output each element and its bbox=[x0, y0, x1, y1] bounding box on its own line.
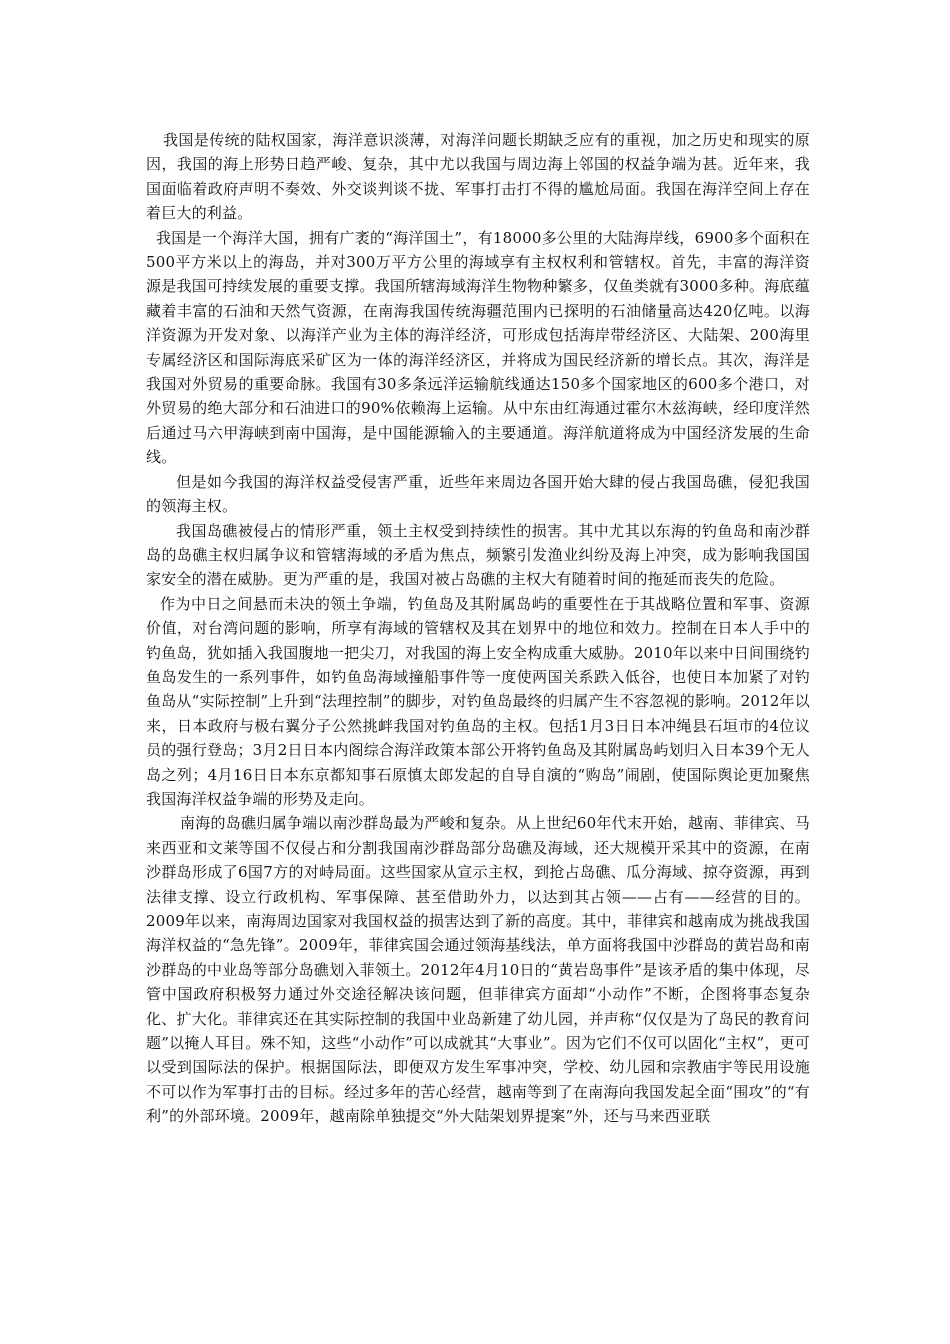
paragraph-4: 我国岛礁被侵占的情形严重，领土主权受到持续性的损害。其中尤其以东海的钓鱼岛和南沙群岛的岛礁主权归属争议和管辖海域的矛盾为焦点，频繁引发渔业纠纷及海上冲突，成为影响我国国家安全的潜在威胁。更为严重的是，我国对被占岛礁的主权大有随着时间的拖延而丧失的危险。 bbox=[146, 521, 810, 589]
document-body bbox=[146, 128, 810, 1129]
paragraph-5: 作为中日之间悬而未决的领土争端，钓鱼岛及其附属岛屿的重要性在于其战略位置和军事、资源价值，对台湾问题的影响，所享有海域的管辖权及其在划界中的地位和效力。控制在日本人手中的钓鱼岛，犹如插入我国腹地一把尖刀，对我国的海上安全构成重大威胁。2010年以来中日间围绕钓鱼岛发生的一系列事件，如钓鱼岛海域撞船事件等一度使两国关系跌入低谷，也使日本加紧了对钓鱼岛从“实际控制”上升到“法理控制”的脚步，对钓鱼岛最终的归属产生不容忽视的影响。2012年以来，日本政府与极右翼分子公然挑衅我国对钓鱼岛的主权。包括1月3日日本冲绳县石垣市的4位议员的强行登岛；3月2日日本内阁综合海洋政策本部公开将钓鱼岛及其附属岛屿划归入日本39个无人岛之列；4月16日日本东京都知事石原慎太郎发起的自导自演的“购岛”闹剧，使国际舆论更加聚焦我国海洋权益争端的形势及走向。 bbox=[146, 594, 810, 808]
paragraph-3: 但是如今我国的海洋权益受侵害严重，近些年来周边各国开始大肆的侵占我国岛礁，侵犯我国的领海主权。 bbox=[146, 472, 810, 516]
paragraph-2: 我国是一个海洋大国，拥有广袤的“海洋国土”，有18000多公里的大陆海岸线，6900多个面积在500平方米以上的海岛，并对300万平方公里的海域享有主权权利和管辖权。首先，丰富的海洋资源是我国可持续发展的重要支撑。我国所辖海域海洋生物物种繁多，仅鱼类就有3000多种。海底蕴藏着丰富的石油和天然气资源，在南海我国传统海疆范围内已探明的石油储量高达420亿吨。以海洋资源为开发对象、以海洋产业为主体的海洋经济，可形成包括海岸带经济区、大陆架、200海里专属经济区和国际海底采矿区为一体的海洋经济区，并将成为国民经济新的增长点。其次，海洋是我国对外贸易的重要命脉。我国有30多条远洋运输航线通达150多个国家地区的600多个港口，对外贸易的绝大部分和石油进口的90%依赖海上运输。从中东由红海通过霍尔木兹海峡，经印度洋然后通过马六甲海峡到南中国海，是中国能源输入的主要通道。海洋航道将成为中国经济发展的生命线。 bbox=[146, 228, 810, 467]
paragraph-1: 我国是传统的陆权国家，海洋意识淡薄，对海洋问题长期缺乏应有的重视，加之历史和现实的原因，我国的海上形势日趋严峻、复杂，其中尤以我国与周边海上邻国的权益争端为甚。近年来，我国面临着政府声明不奏效、外交谈判谈不拢、军事打击打不得的尴尬局面。我国在海洋空间上存在着巨大的利益。 bbox=[146, 131, 810, 223]
paragraph-6: 南海的岛礁归属争端以南沙群岛最为严峻和复杂。从上世纪60年代末开始，越南、菲律宾、马来西亚和文莱等国不仅侵占和分割我国南沙群岛部分岛礁及海域，还大规模开采其中的资源，在南沙群岛形成了6国7方的对峙局面。这些国家从宣示主权，到抢占岛礁、瓜分海域、掠夺资源，再到法律支撑、设立行政机构、军事保障、甚至借助外力，以达到其占领——占有——经营的目的。2009年以来，南海周边国家对我国权益的损害达到了新的高度。其中，菲律宾和越南成为挑战我国海洋权益的“急先锋”。2009年，菲律宾国会通过领海基线法，单方面将我国中沙群岛的黄岩岛和南沙群岛的中业岛等部分岛礁划入菲领土。2012年4月10日的“黄岩岛事件”是该矛盾的集中体现，尽管中国政府积极努力通过外交途径解决该问题，但菲律宾方面却“小动作”不断，企图将事态复杂化、扩大化。菲律宾还在其实际控制的我国中业岛新建了幼儿园，并声称“仅仅是为了岛民的教育问题”以掩人耳目。殊不知，这些“小动作”可以成就其“大事业”。因为它们不仅可以固化“主权”，更可以受到国际法的保护。根据国际法，即便双方发生军事冲突，学校、幼儿园和宗教庙宇等民用设施不可以作为军事打击的目标。经过多年的苦心经营，越南等到了在南海向我国发起全面“围攻”的“有利”的外部环境。2009年，越南除单独提交“外大陆架划界提案”外，还与马来西亚联 bbox=[146, 814, 810, 1126]
